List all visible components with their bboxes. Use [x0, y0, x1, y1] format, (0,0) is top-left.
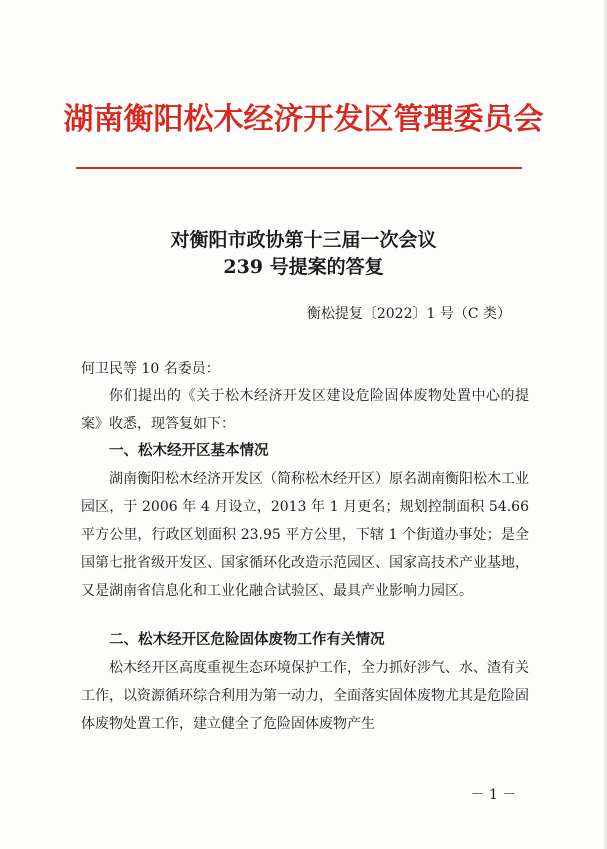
- header-red-rule: [76, 167, 522, 169]
- document-number: 衡松提复〔2022〕1 号（C 类）: [306, 306, 511, 322]
- section2-paragraph: 松木经开区高度重视生态环境保护工作，全力抓好涉气、水、渣有关工作，以资源循环综合利用为第一动力，全面落实固体废物尤其是危险固体废物处置工作，建立健全了危险固体废物产生: [81, 660, 529, 732]
- document-title-line1: 对衡阳市政协第十三届一次会议: [170, 229, 437, 251]
- section1-heading: 一、松木经开区基本情况: [109, 442, 269, 459]
- salutation: 何卫民等 10 名委员：: [81, 361, 220, 377]
- section1-paragraph: 湖南衡阳松木经济开发区（简称松木经开区）原名湖南衡阳松木工业园区，于 2006 年 4 月设立，2013 年 1 月更名；规划控制面积 54.66 平方公里，行政区划面积 23.95 平方公里，下辖 1 个街道办事处；是全国第七批省级开发区、国家循环化改造示范园区、国家高技术产业基地，又是湖南省信息化和工业化融合试验区、最具产业影响力园区。: [81, 471, 529, 599]
- page-number: － 1 －: [470, 787, 517, 803]
- organization-header: 湖南衡阳松木经济开发区管理委员会: [63, 102, 544, 137]
- section2-heading: 二、松木经开区危险固体废物工作有关情况: [109, 631, 385, 648]
- document-title-line2: 239 号提案的答复: [223, 256, 384, 278]
- intro-paragraph: 你们提出的《关于松木经济开发区建设危险固体废物处置中心的提案》收悉，现答复如下：: [81, 388, 529, 432]
